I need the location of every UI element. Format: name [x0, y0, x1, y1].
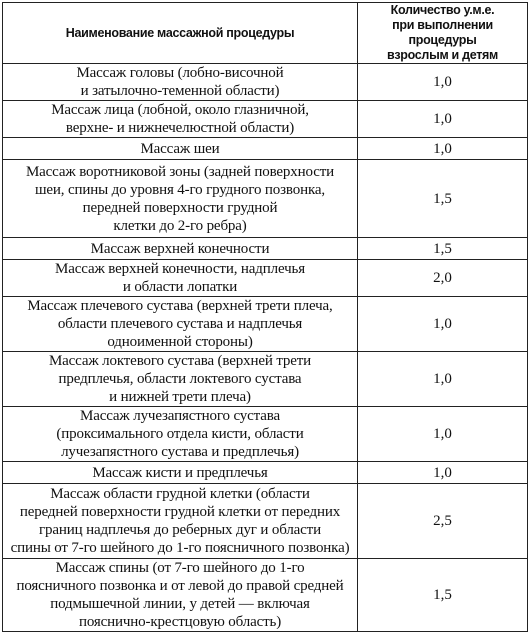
procedure-text-line: Массаж шеи — [140, 140, 220, 157]
units-value-cell: 1,0 — [358, 407, 528, 462]
procedure-cell — [3, 484, 358, 559]
table-body — [3, 64, 528, 632]
units-value-cell: 1,5 — [358, 160, 528, 238]
massage-procedures-table — [2, 2, 528, 632]
table-row — [3, 352, 528, 407]
procedure-cell — [3, 101, 358, 138]
table-row — [3, 462, 528, 484]
procedure-text-line: границ надплечья до реберных дуг и области — [39, 522, 321, 538]
procedure-text-line: спины от 7-го шейного до 1-го поясничного позвонка) — [10, 540, 350, 556]
procedure-text-line: лучезапястного сустава и предплечья) — [61, 444, 299, 460]
procedure-cell — [3, 64, 358, 101]
procedure-text-line: и нижней трети плеча) — [109, 389, 251, 405]
procedure-text-line: Массаж лица (лобной, около глазничной, — [51, 102, 309, 118]
procedure-text-line: поясничного позвонка и от левой до правой средней — [16, 578, 344, 594]
table-row — [3, 64, 528, 101]
procedure-text-line: Массаж головы (лобно-височной — [76, 65, 284, 81]
procedure-cell — [3, 559, 358, 632]
procedure-text-line: (проксимального отдела кисти, области — [56, 426, 304, 442]
units-value-cell: 1,5 — [358, 238, 528, 260]
header-procedure-name — [3, 3, 358, 64]
header-units-count — [358, 3, 528, 64]
procedure-cell — [3, 297, 358, 352]
table-header-row — [3, 3, 528, 64]
procedure-text-line: Массаж верхней конечности — [90, 240, 270, 257]
header-units-line: при выполнении процедуры — [392, 18, 493, 47]
procedure-cell — [3, 407, 358, 462]
procedure-text-line: клетки до 2-го ребра) — [113, 217, 247, 234]
units-value-cell: 2,5 — [358, 484, 528, 559]
header-procedure-label: Наименование массажной процедуры — [65, 25, 295, 40]
table-row — [3, 297, 528, 352]
procedure-text-line: Массаж спины (от 7-го шейного до 1-го — [55, 560, 305, 576]
table-row — [3, 260, 528, 297]
procedure-text-line: Массаж кисти и предплечья — [92, 464, 268, 481]
procedure-text-line: одноименной стороны) — [107, 334, 253, 350]
units-value-cell: 1,0 — [358, 64, 528, 101]
procedure-text-line: верхне- и нижнечелюстной области) — [65, 120, 295, 136]
units-value-cell: 1,5 — [358, 559, 528, 632]
procedure-text-line: области плечевого сустава и надплечья — [57, 316, 303, 332]
units-value-cell: 1,0 — [358, 138, 528, 160]
table-row — [3, 559, 528, 632]
procedure-text-line: подмышечной линии, у детей — включая — [50, 596, 310, 612]
units-value-cell: 1,0 — [358, 352, 528, 407]
header-units-line: Количество у.м.е. — [390, 3, 495, 17]
units-value-cell: 1,0 — [358, 462, 528, 484]
procedure-text-line: передней поверхности грудной — [82, 199, 278, 216]
table-row — [3, 138, 528, 160]
procedure-text-line: Массаж локтевого сустава (верхней трети — [48, 353, 312, 369]
procedure-cell — [3, 160, 358, 238]
procedure-text-line: Массаж верхней конечности, надплечья — [55, 261, 305, 277]
procedure-cell — [3, 238, 358, 260]
procedure-text-line: передней поверхности грудной клетки от передних — [19, 504, 341, 520]
procedure-text-line: и затылочно-теменной области) — [80, 83, 280, 99]
units-value-cell: 1,0 — [358, 101, 528, 138]
procedure-cell — [3, 138, 358, 160]
table-row — [3, 407, 528, 462]
procedure-cell — [3, 352, 358, 407]
procedure-text-line: пояснично-крестцовую область) — [78, 614, 282, 630]
procedure-text-line: шеи, спины до уровня 4-го грудного позвонка, — [35, 181, 325, 198]
procedure-text-line: Массаж плечевого сустава (верхней трети плеча, — [27, 298, 333, 314]
procedure-text-line: Массаж лучезапястного сустава — [80, 408, 280, 424]
table-row — [3, 160, 528, 238]
procedure-cell — [3, 260, 358, 297]
units-value-cell: 1,0 — [358, 297, 528, 352]
procedure-text-line: и области лопатки — [122, 279, 238, 295]
procedure-text-line: Массаж воротниковой зоны (задней поверхности — [25, 163, 335, 180]
table-row — [3, 101, 528, 138]
units-value-cell: 2,0 — [358, 260, 528, 297]
procedure-text-line: предплечья, области локтевого сустава — [58, 371, 302, 387]
procedure-text-line: Массаж области грудной клетки (области — [50, 486, 310, 502]
procedure-cell — [3, 462, 358, 484]
table-row — [3, 484, 528, 559]
table-row — [3, 238, 528, 260]
header-units-line: взрослым и детям — [386, 48, 499, 62]
